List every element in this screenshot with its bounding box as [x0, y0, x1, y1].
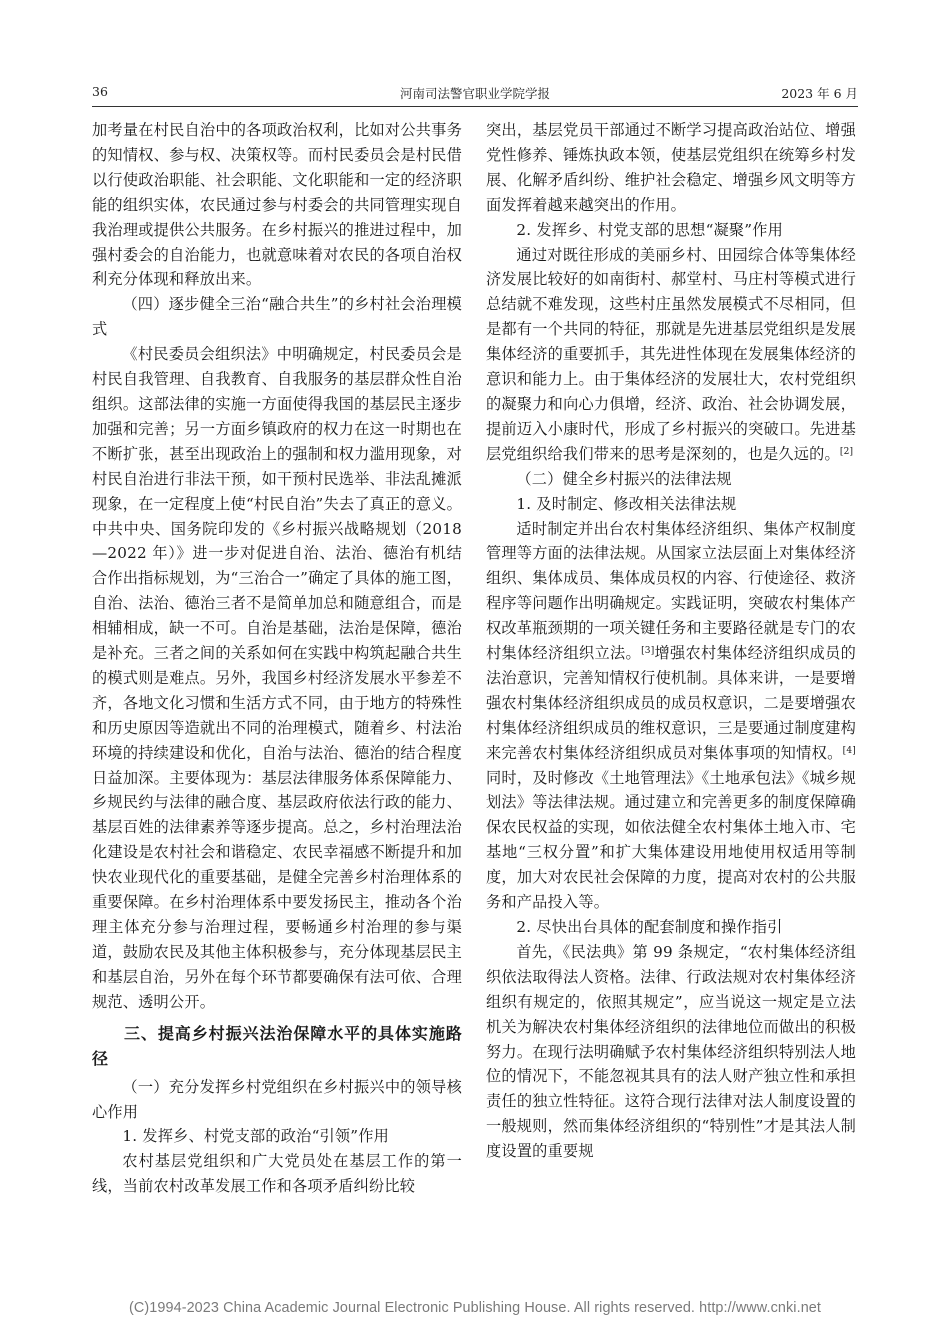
paragraph: 加考量在村民自治中的各项政治权利，比如对公共事务的知情权、参与权、决策权等。而村民委员会是村民借以行使政治职能、社会职能、文化职能和一定的经济职能的组织实体，农民通过参与村委会的共同管理实现自我治理或提供公共服务。在乡村振兴的推进过程中，加强村委会的自治能力，也就意味着对农民的各项自治权利充分体现和释放出来。 — [92, 121, 462, 289]
paragraph: 首先，《民法典》第 99 条规定，“农村集体经济组织依法取得法人资格。法律、行政法规对农村集体经济组织有规定的，依照其规定”，应当说这一规定是立法机关为解决农村集体经济组织的法律地位而做出的积极努力。在现行法明确赋予农村集体经济组织特别法人地位的情况下，不能忽视其具有的法人财产独立性和承担责任的独立性特征。这符合现行法律对法人制度设置的一般规则，然而集体经济组织的“特别性”才是其法人制度设置的重要规 — [486, 942, 856, 1161]
paragraph: 适时制定并出台农村集体经济组织、集体产权制度管理等方面的法律法规。从国家立法层面上对集体经济组织、集体成员、集体成员权的内容、行使途径、救济程序等问题作出明确规定。实践证明，突破农村集体产权改革瓶颈期的一项关键任务和主要路径就是专门的农村集体经济组织立法。[3]增强农村集体经济组织成员的法治意识，完善知情权行使机制。具体来讲，一是要增强农村集体经济组织成员的成员权意识，二是要增强农村集体经济组织成员的维权意识，三是要通过制度建构来完善农村集体经济组织成员对集体事项的知情权。[4]同时，及时修改《土地管理法》《土地承包法》《城乡规划法》等法律法规。通过建立和完善更多的制度保障确保农民权益的实现，如依法健全农村集体土地入市、宅基地“三权分置”和扩大集体建设用地使用权适用等制度，加大对农民社会保障的力度，提高对农村的公共服务和产品投入等。 — [486, 519, 856, 912]
main-section-heading: 三、提高乡村振兴法治保障水平的具体实施路径 — [92, 1023, 462, 1068]
paragraph: 《村民委员会组织法》中明确规定，村民委员会是村民自我管理、自我教育、自我服务的基层群众性自治组织。这部法律的实施一方面使得我国的基层民主逐步加强和完善；另一方面乡镇政府的权力在这一时期也在不断扩张，甚至出现政治上的强制和权力滥用现象，对村民自治进行非法干预，如干预村民选举、非法乱摊派现象，在一定程度上使“村民自治”失去了真正的意义。中共中央、国务院印发的《乡村振兴战略规划（2018—2022 年）》进一步对促进自治、法治、德治有机结合作出指标规划，为“三治合一”确定了具体的施工图，自治、法治、德治三者不是简单加总和随意组合，而是相辅相成，缺一不可。自治是基础，法治是保障，德治是补充。三者之间的关系如何在实践中构筑起融合共生的模式则是难点。另外，我国乡村经济发展水平参差不齐，各地文化习惯和生活方式不同，由于地方的特殊性和历史原因等造就出不同的治理模式，随着乡、村法治环境的持续建设和优化，自治与法治、德治的结合程度日益加深。主要体现为：基层法律服务体系保障能力、乡规民约与法律的融合度、基层政府依法行政的能力、基层百姓的法律素养等逐步提高。总之，乡村治理法治化建设是农村社会和谐稳定、农民幸福感不断提升和加快农业现代化的重要基础，是健全完善乡村治理体系的重要保障。在乡村治理体系中要发扬民主，推动各个治理主体充分参与治理过程，要畅通乡村治理的参与渠道，鼓励农民及其他主体积极参与，充分体现基层民主和基层自治，另外在每个环节都要确保有法可依、合理规范、透明公开。 — [92, 345, 462, 1011]
section-heading: （二）健全乡村振兴的法律法规 — [516, 469, 732, 488]
subsection-heading: 1. 及时制定、修改相关法律法规 — [516, 494, 737, 513]
paragraph: 农村基层党组织和广大党员处在基层工作的第一线，当前农村改革发展工作和各项矛盾纠纷比较 — [92, 1152, 462, 1196]
paragraph: 通过对既往形成的美丽乡村、田园综合体等集体经济发展比较好的如南街村、郝堂村、马庄村等模式进行总结就不难发现，这些村庄虽然发展模式不尽相同，但是都有一个共同的特征，那就是先进基层党组织是发展集体经济的重要抓手，其先进性体现在发展集体经济的意识和能力上。由于集体经济的发展壮大，农村党组织的凝聚力和向心力俱增，经济、政治、社会协调发展，提前迈入小康时代，形成了乡村振兴的突破口。先进基层党组织给我们带来的思考是深刻的，也是久远的。[2] — [486, 245, 856, 463]
paragraph: 突出，基层党员干部通过不断学习提高政治站位、增强党性修养、锤炼执政本领，使基层党组织在统筹乡村发展、化解矛盾纠纷、维护社会稳定、增强乡风文明等方面发挥着越来越突出的作用。 — [486, 121, 856, 214]
copyright-footer: (C)1994-2023 China Academic Journal Electronic Publishing House. All rights reserved. http://www.cnki.net — [129, 1300, 821, 1316]
subsection-heading: 2. 尽快出台具体的配套制度和操作指引 — [516, 918, 783, 936]
page-number: 36 — [92, 84, 108, 99]
citation[interactable]: [4] — [842, 745, 856, 756]
citation[interactable]: [2] — [839, 446, 854, 457]
journal-title: 河南司法警官职业学院学报 — [399, 86, 550, 101]
header-rule — [92, 106, 858, 107]
issue-date: 2023 年 6 月 — [781, 86, 858, 101]
right-column — [486, 118, 856, 1164]
section-heading: （四）逐步健全三治“融合共生”的乡村社会治理模式 — [92, 295, 462, 339]
subsection-heading: 1. 发挥乡、村党支部的政治“引领”作用 — [122, 1127, 390, 1146]
running-header — [92, 84, 858, 106]
citation[interactable]: [3] — [641, 646, 655, 657]
left-column — [92, 118, 462, 1199]
subsection-heading: 2. 发挥乡、村党支部的思想“凝聚”作用 — [516, 220, 784, 239]
section-heading: （一）充分发挥乡村党组织在乡村振兴中的领导核心作用 — [92, 1077, 462, 1121]
